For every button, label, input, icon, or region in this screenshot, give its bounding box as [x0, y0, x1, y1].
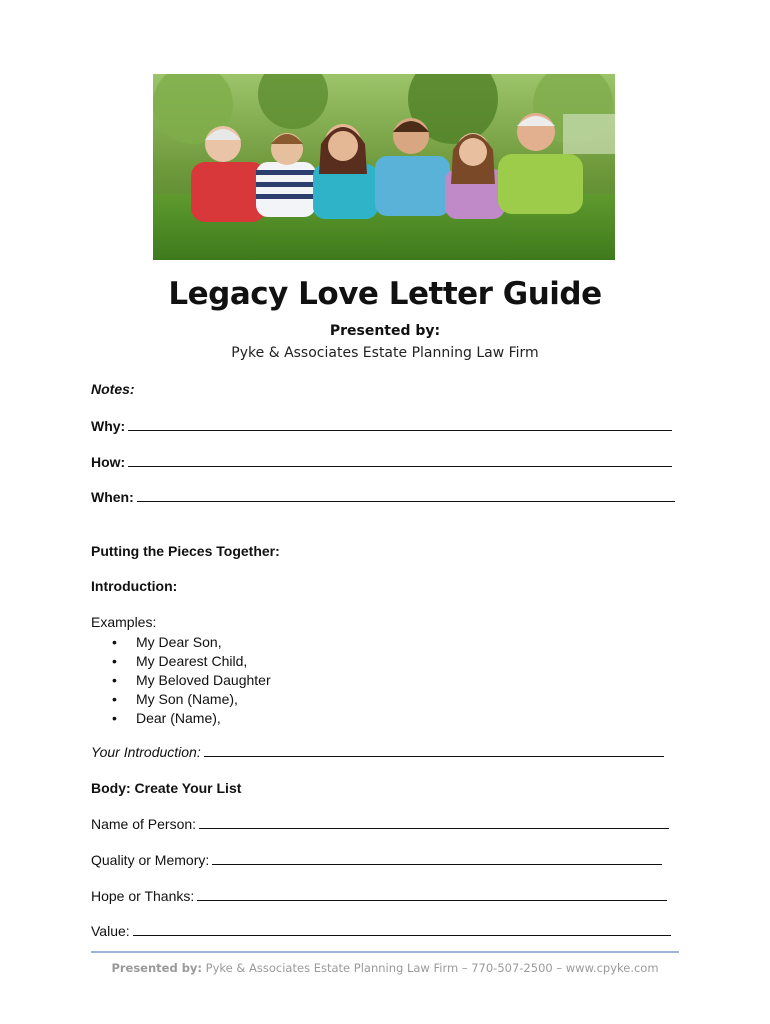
name-of-person-row: [91, 816, 679, 832]
section-heading: Putting the Pieces Together:: [91, 543, 280, 559]
notes-heading: Notes:: [91, 381, 135, 397]
list-item: • My Son (Name),: [112, 691, 238, 707]
value-input-line[interactable]: [133, 924, 671, 936]
your-introduction-input-line[interactable]: [204, 745, 664, 757]
list-item: • My Beloved Daughter: [112, 672, 271, 688]
value-label: Value:: [91, 923, 130, 939]
how-input-line[interactable]: [128, 455, 672, 467]
list-item: • Dear (Name),: [112, 710, 221, 726]
your-introduction-label: Your Introduction:: [91, 744, 201, 760]
examples-label: Examples:: [91, 614, 157, 630]
hope-label: Hope or Thanks:: [91, 888, 195, 904]
bullet-icon: •: [112, 634, 117, 650]
how-row: [91, 454, 679, 470]
bullet-icon: •: [112, 710, 117, 726]
page-title: Legacy Love Letter Guide: [168, 276, 602, 312]
quality-input-line[interactable]: [212, 853, 662, 865]
bullet-icon: •: [112, 672, 117, 688]
hope-row: [91, 888, 679, 904]
family-photo-icon: [153, 74, 615, 260]
family-photo: [153, 74, 615, 260]
footer: [0, 961, 770, 975]
bullet-icon: •: [112, 653, 117, 669]
firm-name: Pyke & Associates Estate Planning Law Firm: [231, 345, 539, 361]
footer-divider: [91, 951, 679, 953]
when-input-line[interactable]: [137, 490, 675, 502]
when-row: [91, 489, 679, 505]
list-item: • My Dear Son,: [112, 634, 222, 650]
body-heading: Body: Create Your List: [91, 780, 242, 796]
bullet-icon: •: [112, 691, 117, 707]
name-of-person-label: Name of Person:: [91, 816, 197, 832]
your-introduction-row: [91, 744, 679, 760]
quality-label: Quality or Memory:: [91, 852, 210, 868]
footer-presented-label: Presented by:: [111, 961, 203, 975]
list-item: • My Dearest Child,: [112, 653, 248, 669]
why-label: Why:: [91, 418, 126, 434]
hope-input-line[interactable]: [197, 889, 667, 901]
when-label: When:: [91, 489, 134, 505]
footer-details: Pyke & Associates Estate Planning Law Firm – 770-507-2500 – www.cpyke.com: [202, 961, 659, 975]
quality-row: [91, 852, 679, 868]
presented-by-label: Presented by:: [329, 323, 441, 339]
name-of-person-input-line[interactable]: [199, 817, 669, 829]
how-label: How:: [91, 454, 126, 470]
examples-list: [112, 633, 271, 728]
introduction-heading: Introduction:: [91, 578, 178, 594]
why-input-line[interactable]: [128, 419, 672, 431]
value-row: [91, 923, 679, 939]
why-row: [91, 418, 679, 434]
